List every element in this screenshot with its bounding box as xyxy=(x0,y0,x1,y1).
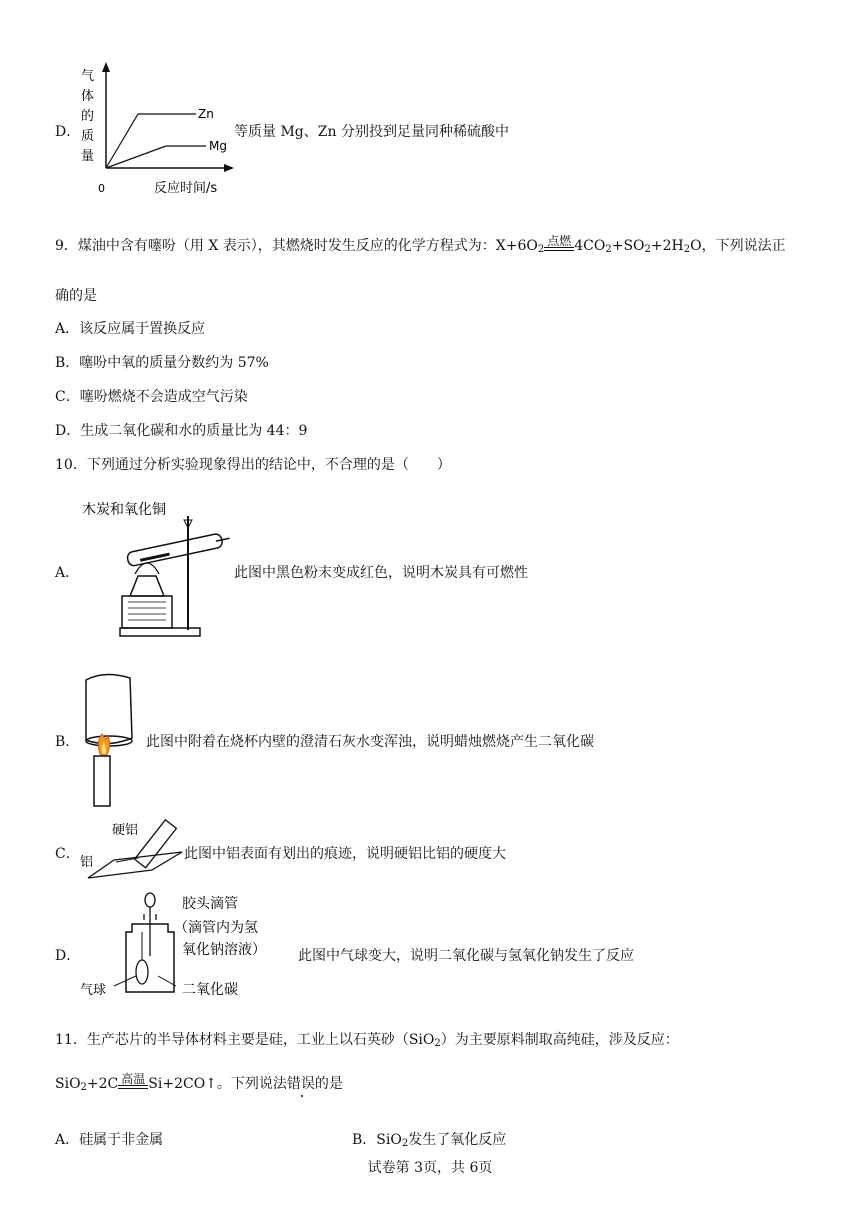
page-footer: 试卷第 3页，共 6页 xyxy=(367,1160,493,1176)
y-label-3: 的 xyxy=(81,109,95,124)
fig-c-hard-label: 硬铝 xyxy=(112,823,139,838)
fig-d-co2-label: 二氧化碳 xyxy=(182,982,238,998)
q9-option-c[interactable]: C．噻吩燃烧不会造成空气污染 xyxy=(55,389,248,405)
q10-stem: 10．下列通过分析实验现象得出的结论中，不合理的是（ ） xyxy=(55,457,451,473)
q11-option-b[interactable]: B．SiO$_2$发生了氧化反应 xyxy=(352,1132,507,1149)
zn-series-label: Zn xyxy=(198,107,214,121)
x-axis-label: 反应时间/s xyxy=(154,181,218,196)
emphasis-wrong: 错误 xyxy=(286,1076,315,1092)
q11-stem: 11．生产芯片的半导体材料主要是硅，工业上以石英砂（SiO$_2$）为主要原料制取高纯硅，涉及反应： xyxy=(55,1032,679,1049)
fig-c-al-label: 铝 xyxy=(80,855,94,870)
q11-equation: SiO$_2$+2C 高温 Si+2CO↑。下列说法错误的是 xyxy=(55,1072,343,1093)
q9-option-d[interactable]: D．生成二氧化碳和水的质量比为 44：9 xyxy=(55,423,308,439)
fig-d-paren2: 氧化钠溶液） xyxy=(182,942,266,958)
gas-mass-time-graph xyxy=(78,60,238,200)
charcoal-copper-oxide-apparatus xyxy=(80,496,240,644)
q10-option-b-text: 此图中附着在烧杯内壁的澄清石灰水变浑浊，说明蜡烛燃烧产生二氧化碳 xyxy=(146,734,594,750)
reaction-condition: 点燃 xyxy=(544,247,574,256)
y-label-4: 质 xyxy=(81,129,95,144)
co2-naoh-balloon-apparatus xyxy=(78,890,298,1000)
q11-option-a[interactable]: A．硅属于非金属 xyxy=(55,1132,164,1148)
q9-option-b[interactable]: B．噻吩中氧的质量分数约为 57% xyxy=(55,355,269,371)
q10-option-a-label[interactable]: A． xyxy=(55,565,80,581)
q10-option-b-label[interactable]: B． xyxy=(55,734,80,750)
q11-reaction-condition: 高温 xyxy=(118,1085,148,1094)
fig-d-balloon-label: 气球 xyxy=(80,983,107,998)
y-label-2: 体 xyxy=(81,89,95,104)
q10-option-a-text: 此图中黑色粉末变成红色，说明木炭具有可燃性 xyxy=(234,565,528,581)
y-label-5: 量 xyxy=(81,149,95,164)
q9-option-a[interactable]: A．该反应属于置换反应 xyxy=(55,321,206,337)
q8-option-d-label: D． xyxy=(55,124,81,140)
y-label-1: 气 xyxy=(81,69,95,84)
mg-series-label: Mg xyxy=(209,139,227,153)
origin-label: 0 xyxy=(98,182,105,195)
q10-option-d-text: 此图中气球变大，说明二氧化碳与氢氧化钠发生了反应 xyxy=(298,948,634,964)
candle-beaker-apparatus xyxy=(74,668,144,810)
q9-stem-cont: 确的是 xyxy=(55,288,97,304)
q10-option-c-text: 此图中铝表面有划出的痕迹，说明硬铝比铝的硬度大 xyxy=(184,846,506,862)
fig-a-label: 木炭和氧化铜 xyxy=(82,502,166,518)
q8-option-d-text: 等质量 Mg、Zn 分别投到足量同种稀硫酸中 xyxy=(234,124,509,140)
q10-option-d-label[interactable]: D． xyxy=(55,948,81,964)
q9-stem: 9．煤油中含有噻吩（用 X 表示），其燃烧时发生反应的化学方程式为：$X+6O_2$ 点燃 $4CO_2+SO_2+2H_2O$，下列说法正 xyxy=(55,234,786,255)
hard-aluminum-scratch-figure xyxy=(76,818,186,884)
fig-d-dropper-label: 胶头滴管 xyxy=(182,896,238,912)
q10-option-c-label[interactable]: C． xyxy=(55,846,80,862)
fig-d-paren1: （滴管内为氢 xyxy=(174,920,258,936)
